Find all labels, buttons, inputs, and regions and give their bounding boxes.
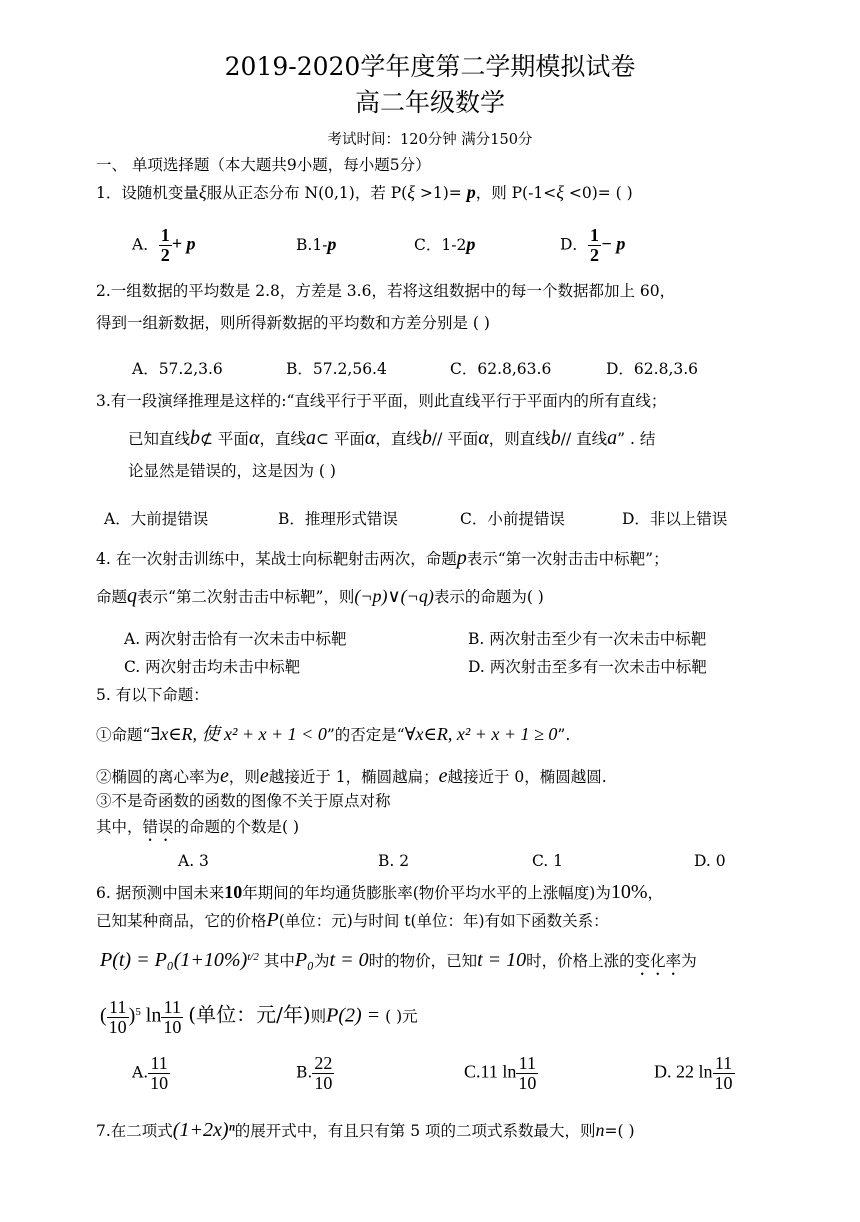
section-heading: 一、 单项选择题（本大题共9小题，每小题5分）	[96, 156, 431, 174]
xi-symbol: ξ	[198, 182, 207, 202]
q1-option-d: D． $\frac{1}{2}$ − p	[560, 225, 626, 265]
q5-option-c: C. 1	[532, 852, 564, 870]
q3-option-a: A．大前提错误	[104, 510, 209, 528]
question-6-line4: ( $\frac{11}{10}$ )$^5$ ln $\frac{11}{10}$ (单位：元/年)则P(2) = ( )元	[100, 997, 418, 1037]
q2-option-a: A．57.2,3.6	[132, 360, 223, 378]
question-5-line3: ②椭圆的离心率为e，则e越接近于 1，椭圆越扁；e越接近于 0，椭圆越圆.	[96, 765, 607, 787]
question-7: 7.在二项式(1+2x)ⁿ的展开式中，有且只有第 5 项的二项式系数最大，则n=( )	[96, 1119, 635, 1141]
question-5-line4: ③不是奇函数的函数的图像不关于原点对称	[96, 792, 391, 810]
q2-option-c: C．62.8,63.6	[450, 360, 552, 378]
q2-option-b: B．57.2,56.4	[286, 360, 387, 378]
q6-option-c: C.11 ln $\frac{11}{10}$	[464, 1053, 537, 1093]
question-1: 1．设随机变量ξ服从正态分布 N(0,1)，若 P(ξ >1)= p，则 P(-1<ξ <0)= ( )	[96, 182, 633, 202]
question-5-line2: ①命题“∃x∈R, 使 x² + x + 1 < 0”的否定是“∀x∈R, x² + x + 1 ≥ 0”.	[96, 724, 571, 744]
question-5-line5: 其中，错误的命题的个数是( )	[96, 818, 300, 836]
q4-option-a: A. 两次射击恰有一次未击中标靶	[124, 630, 347, 648]
question-3-line2: 已知直线b⊄ 平面α，直线a⊂ 平面α，直线b// 平面α，则直线b// 直线a” . 结	[128, 427, 656, 449]
exam-subtitle: 高二年级数学	[354, 88, 505, 117]
q2-option-d: D．62.8,3.6	[606, 360, 699, 378]
q4-option-b: B. 两次射击至少有一次未击中标靶	[468, 630, 707, 648]
q6-option-d: D. 22 ln $\frac{11}{10}$	[654, 1053, 733, 1093]
question-6-line3: $P(t) = P_0(1+10\%)^{t/2}$ 其中P₀为t = 0时的物价，已知t = 10时，价格上涨的变化率为	[100, 949, 697, 971]
question-3-line3: 论显然是错误的，这是因为 ( )	[128, 462, 336, 480]
exam-title: 2019-2020学年度第二学期模拟试卷	[224, 52, 636, 81]
q3-option-b: B．推理形式错误	[278, 510, 398, 528]
question-2-line2: 得到一组新数据，则所得新数据的平均数和方差分别是 ( )	[96, 314, 490, 332]
q4-option-c: C. 两次射击均未击中标靶	[124, 658, 301, 676]
q3-option-d: D．非以上错误	[622, 510, 728, 528]
question-3-line1: 3.有一段演绎推理是这样的:“直线平行于平面，则此直线平行于平面内的所有直线；	[96, 392, 667, 410]
question-4-line2: 命题q表示“第二次射击击中标靶”，则(¬p)∨(¬q)表示的命题为( )	[96, 585, 544, 607]
q3-option-c: C．小前提错误	[460, 510, 565, 528]
q4-option-d: D. 两次射击至多有一次未击中标靶	[468, 658, 707, 676]
q5-option-d: D. 0	[694, 852, 726, 870]
q5-option-b: B. 2	[378, 852, 410, 870]
q1-option-c: C．1-2p	[414, 234, 476, 254]
q5-option-a: A. 3	[178, 852, 209, 870]
q1-option-a: A． $\frac{1}{2}$ + p	[132, 225, 196, 265]
question-4-line1: 4. 在一次射击训练中，某战士向标靶射击两次，命题p表示“第一次射击击中标靶”；	[96, 547, 669, 569]
question-6-line1: 6. 据预测中国未来10年期间的年均通货膨胀率(物价平均水平的上涨幅度)为10%，	[96, 881, 664, 903]
q6-option-a: A. $\frac{11}{10}$	[132, 1053, 169, 1093]
q1-option-b: B.1-p	[296, 234, 337, 254]
q6-option-b: B. $\frac{22}{10}$	[296, 1053, 333, 1093]
price-formula: P(t) = P₀(1+10%)	[100, 949, 248, 971]
exam-info: 考试时间：120分钟 满分150分	[327, 132, 533, 148]
question-5-line1: 5. 有以下命题：	[96, 686, 209, 704]
question-6-line2: 已知某种商品，它的价格P(单位：元)与时间 t(单位：年)有如下函数关系：	[96, 909, 609, 931]
question-2-line1: 2.一组数据的平均数是 2.8，方差是 3.6，若将这组数据中的每一个数据都加上 60，	[96, 282, 676, 300]
